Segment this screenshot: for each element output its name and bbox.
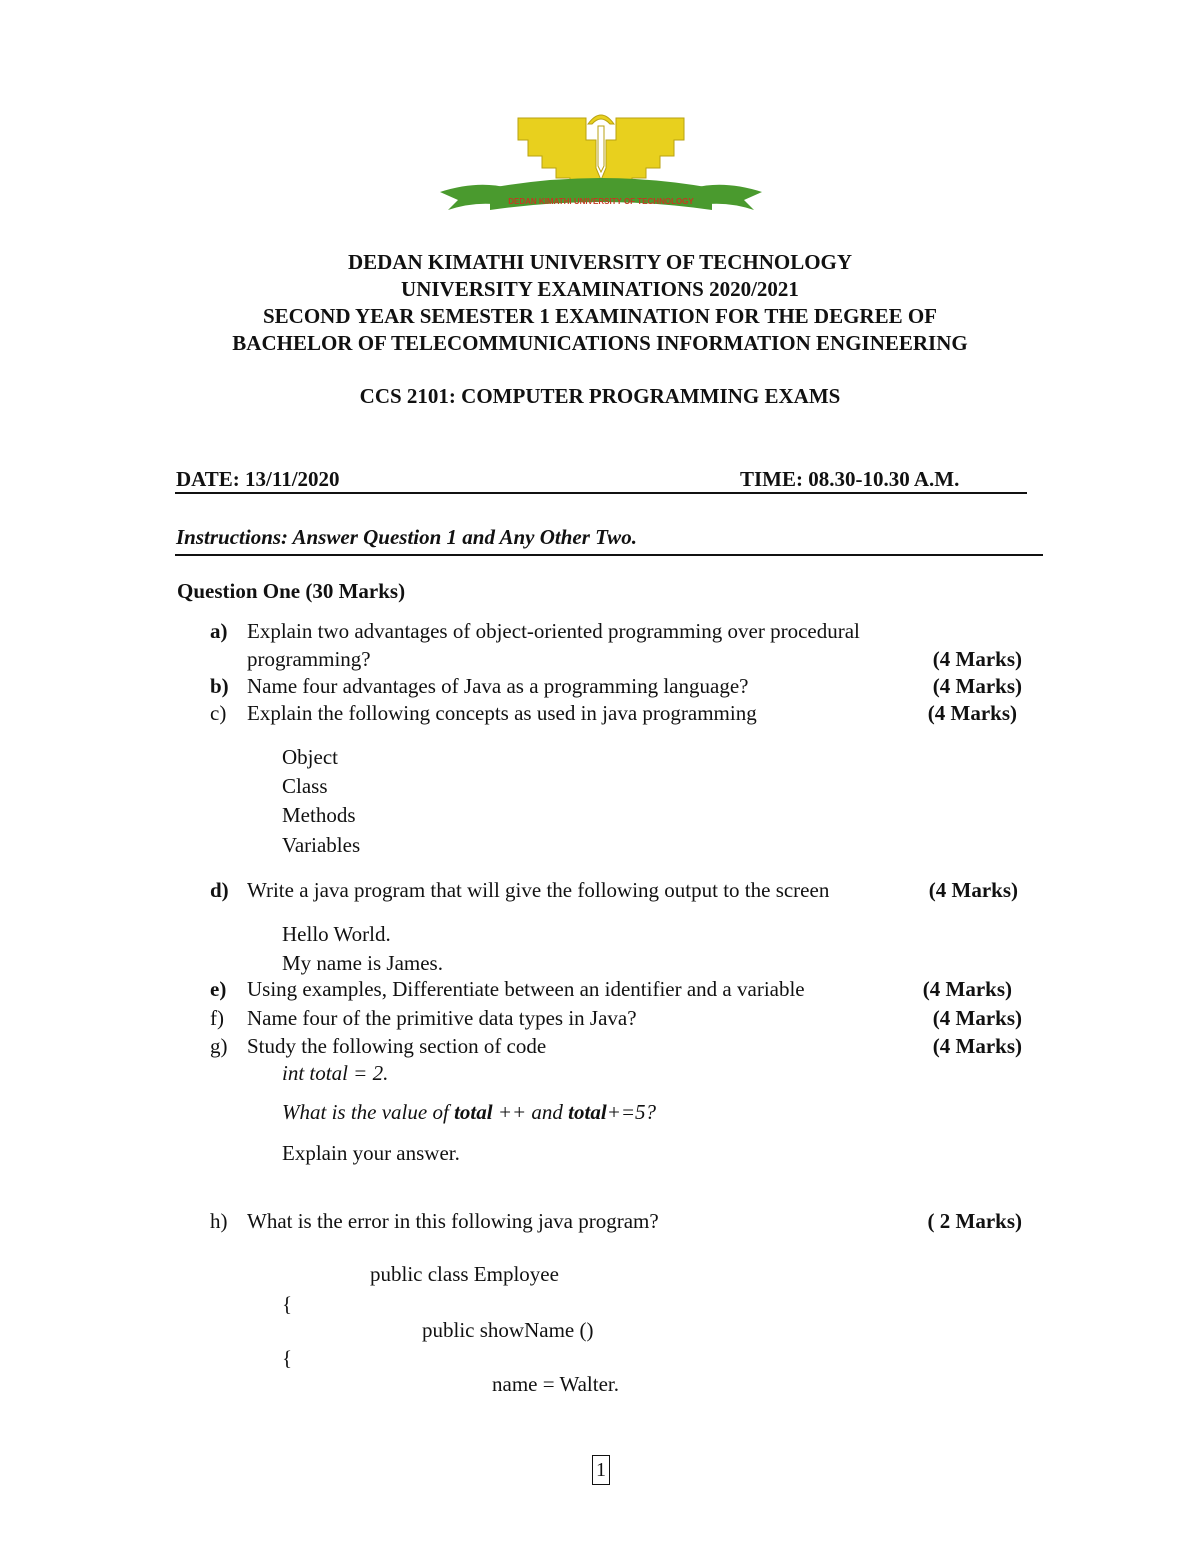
code-line: public class Employee [370,1262,559,1286]
item-label: g) [210,1034,228,1058]
item-label: c) [210,701,227,725]
question-text: programming? [247,647,371,671]
marks: (4 Marks) [932,647,1022,671]
code-line: { [282,1346,293,1370]
code-line: public showName () [422,1318,594,1342]
question-text: Study the following section of code [247,1034,547,1058]
item-label: f) [210,1006,224,1030]
logo-banner-text: DEDAN KIMATHI UNIVERSITY OF TECHNOLOGY [508,197,694,206]
value-question [282,1099,656,1125]
code-line: { [282,1292,293,1316]
divider [175,492,1027,494]
question-text: Name four advantages of Java as a programming language? [247,674,749,698]
course-title: CCS 2101: COMPUTER PROGRAMMING EXAMS [359,384,841,408]
question-text: What is the error in this following java program? [247,1209,659,1233]
code-line: name = Walter. [492,1372,619,1396]
item-label: a) [210,619,228,643]
item-label: h) [210,1209,228,1233]
concept-item: Methods [282,803,356,827]
divider [175,554,1043,556]
concept-item: Class [282,774,328,798]
question-text: Using examples, Differentiate between an identifier and a variable [247,977,805,1001]
explain-text: Explain your answer. [282,1141,460,1165]
exam-date: DATE: 13/11/2020 [176,467,340,491]
university-name: DEDAN KIMATHI UNIVERSITY OF TECHNOLOGY [347,250,853,274]
value-question-part: +=5? [606,1100,657,1124]
item-label: e) [210,977,227,1001]
question-title: Question One (30 Marks) [177,579,406,603]
marks: (4 Marks) [932,674,1022,698]
question-text: Write a java program that will give the following output to the screen [247,878,830,902]
question-text: Name four of the primitive data types in Java? [247,1006,637,1030]
degree-name: BACHELOR OF TELECOMMUNICATIONS INFORMATION ENGINEERING [232,331,968,355]
value-question-part: total [454,1100,493,1124]
item-label: d) [210,878,229,902]
concept-item: Object [282,745,338,769]
question-text: Explain two advantages of object-oriented programming over procedural [247,619,860,643]
exam-level: SECOND YEAR SEMESTER 1 EXAMINATION FOR THE DEGREE OF [262,304,938,328]
value-question-part: ++ and [492,1100,569,1124]
marks: (4 Marks) [927,701,1017,725]
output-line: Hello World. [282,922,391,946]
exam-time: TIME: 08.30-10.30 A.M. [740,467,960,491]
marks: (4 Marks) [932,1034,1022,1058]
value-question-part: total [568,1100,607,1124]
university-logo-icon [438,110,764,222]
marks: ( 2 Marks) [927,1209,1022,1233]
university-logo [438,110,764,222]
question-text: Explain the following concepts as used in java programming [247,701,757,725]
instructions: Instructions: Answer Question 1 and Any Other Two. [176,525,637,549]
value-question-part: What is the value of [282,1100,455,1124]
output-line: My name is James. [282,951,443,975]
item-label: b) [210,674,229,698]
concept-item: Variables [282,833,361,857]
exam-session: UNIVERSITY EXAMINATIONS 2020/2021 [401,277,799,301]
code-line: int total = 2. [282,1061,389,1085]
marks: (4 Marks) [928,878,1018,902]
marks: (4 Marks) [932,1006,1022,1030]
marks: (4 Marks) [922,977,1012,1001]
page-number: 1 [592,1455,610,1485]
